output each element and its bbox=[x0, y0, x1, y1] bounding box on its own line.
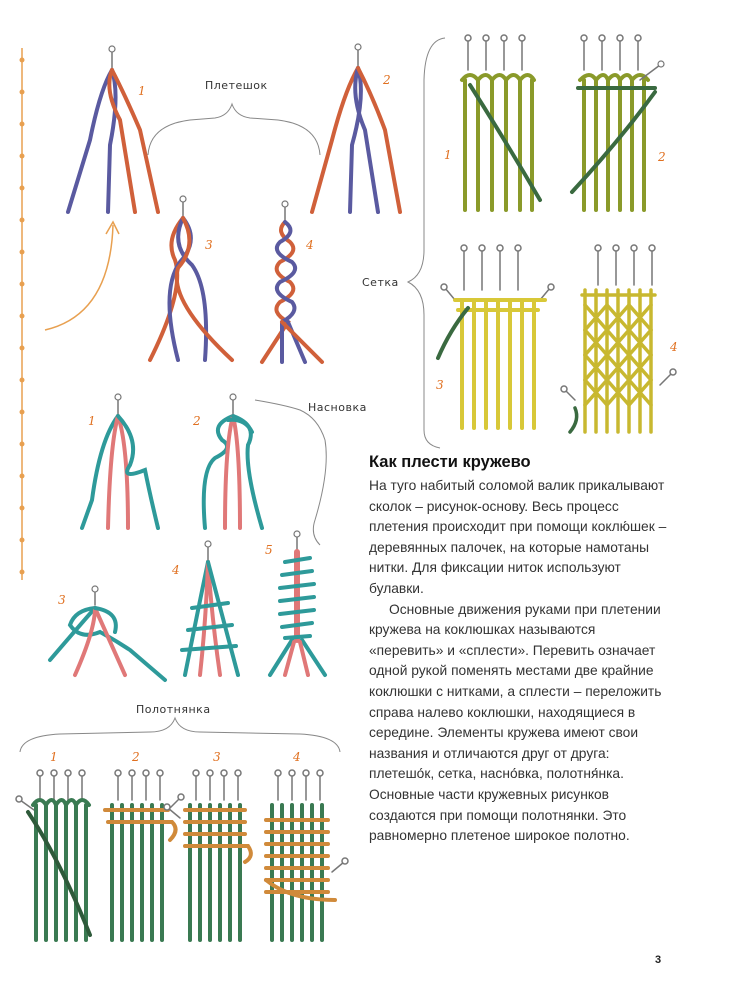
step-number: 3 bbox=[213, 750, 221, 764]
step-number: 4 bbox=[306, 238, 314, 252]
article-heading: Как плести кружево bbox=[369, 453, 531, 471]
step-number: 2 bbox=[193, 414, 201, 428]
polotnyanka-brace bbox=[20, 718, 340, 752]
label-polotnyanka: Полотнянка bbox=[136, 703, 211, 716]
setka-step-4 bbox=[561, 245, 676, 432]
step-number: 5 bbox=[265, 543, 273, 557]
step-number: 1 bbox=[88, 414, 96, 428]
nasnovka-brace bbox=[255, 400, 326, 545]
setka-step-1 bbox=[462, 35, 540, 210]
nasnovka-step-2 bbox=[204, 394, 262, 528]
pleteshok-step-2 bbox=[312, 44, 400, 212]
label-pleteshok: Плетешок bbox=[205, 79, 268, 92]
step-number: 1 bbox=[138, 84, 146, 98]
page-number: 3 bbox=[655, 954, 662, 966]
step-number: 3 bbox=[58, 593, 66, 607]
nasnovka-step-5 bbox=[270, 531, 325, 675]
setka-step-3 bbox=[438, 245, 554, 428]
polotnyanka-step-1 bbox=[16, 770, 90, 940]
polotnyanka-step-2 bbox=[105, 770, 184, 940]
step-number: 1 bbox=[50, 750, 58, 764]
nasnovka-step-4 bbox=[182, 541, 238, 675]
pleteshok-step-3 bbox=[150, 196, 232, 360]
polotnyanka-step-4 bbox=[266, 770, 348, 940]
article-body bbox=[369, 476, 669, 847]
setka-step-2 bbox=[572, 35, 664, 210]
polotnyanka-step-3 bbox=[164, 770, 251, 940]
label-setka: Сетка bbox=[362, 276, 399, 289]
step-number: 3 bbox=[205, 238, 213, 252]
arrow-icon bbox=[45, 222, 119, 330]
article-paragraph-2: Основные движения руками при плетении кружева на коклюшках называются «перевить» и «сплести». Перевить означает одной рукой поменять местами две крайние коклюшки с нитками, а сплести – переложить справа налево коклюшки, находящиеся в середине. Элементы кружева имеют свои названия и отличаются друг от друга: плетешо́к, сетка, насно́вка, полотня́нка. Основные части кружевных рисунков создаются при помощи полотнянки. Это равномерно плетеное широкое полотно. bbox=[369, 601, 662, 844]
nasnovka-step-3 bbox=[50, 586, 165, 680]
step-number: 2 bbox=[132, 750, 140, 764]
step-number: 4 bbox=[172, 563, 180, 577]
step-number: 3 bbox=[436, 378, 444, 392]
pleteshok-step-1 bbox=[68, 46, 158, 212]
pillow-ruler bbox=[20, 48, 25, 580]
step-number: 1 bbox=[444, 148, 452, 162]
step-number: 2 bbox=[383, 73, 391, 87]
step-number: 4 bbox=[293, 750, 301, 764]
label-nasnovka: Насновка bbox=[308, 401, 367, 414]
step-number: 4 bbox=[670, 340, 678, 354]
pleteshok-step-4 bbox=[262, 201, 322, 362]
article-paragraph-1: На туго набитый соломой валик прикалывают сколок – рисунок-основу. Весь процесс плетения происходит при помощи коклю́шек – деревянных палочек, на которые намотаны нитки. Для фиксации ниток используют булавки. bbox=[369, 478, 667, 596]
step-number: 2 bbox=[658, 150, 666, 164]
pleteshok-brace bbox=[148, 104, 320, 155]
